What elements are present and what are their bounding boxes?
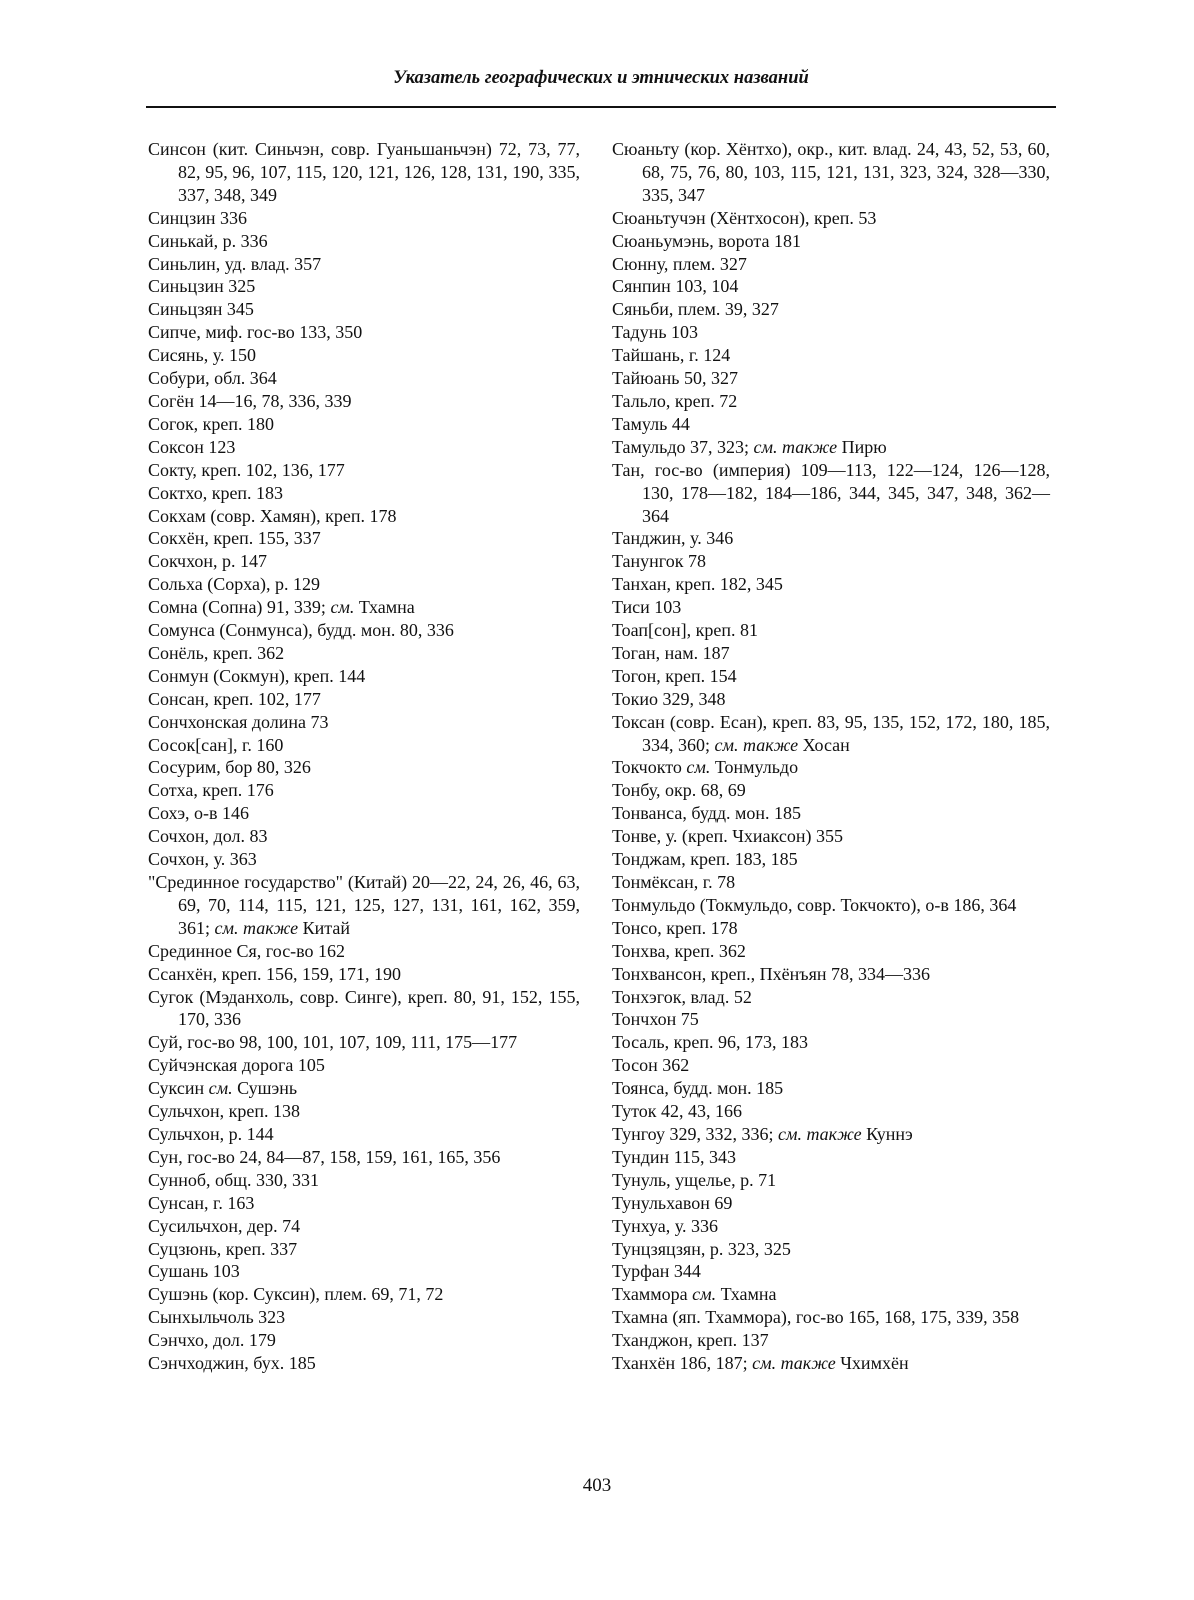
- index-entry: [612, 779, 1050, 802]
- index-entry: [612, 413, 1050, 436]
- entry-text: Сочхон, дол. 83: [148, 826, 268, 847]
- entry-text: Тан, гос-во (империя) 109—113, 122—124, 126—128, 130, 178—182, 184—186, 344, 345, 347, 348, 362—364: [612, 459, 1050, 526]
- entry-text: Тоган, нам. 187: [612, 642, 730, 663]
- entry-text: Согён 14—16, 78, 336, 339: [148, 390, 352, 411]
- index-entry: [612, 619, 1050, 642]
- entry-text: Сюнну, плем. 327: [612, 253, 747, 274]
- entry-text: Тайшань, г. 124: [612, 345, 731, 366]
- index-entry: [612, 459, 1050, 528]
- entry-text: Тонхвансон, креп., Пхёнъян 78, 334—336: [612, 963, 930, 984]
- entry-text: Тунуль, ущелье, р. 71: [612, 1169, 777, 1190]
- entry-text: Танунгок 78: [612, 551, 706, 572]
- index-entry: [148, 596, 580, 619]
- index-entry: [148, 871, 580, 940]
- entry-text: Тосон 362: [612, 1055, 690, 1076]
- running-title: Указатель географических и этнических названий: [393, 68, 809, 88]
- entry-text: Танхан, креп. 182, 345: [612, 574, 783, 595]
- entry-text: Тиси 103: [612, 597, 682, 618]
- entry-text: Собури, обл. 364: [148, 368, 277, 389]
- index-entry: [612, 917, 1050, 940]
- index-entry: [148, 413, 580, 436]
- entry-text: Сосок[сан], г. 160: [148, 734, 284, 755]
- cross-reference-target: Тхамна: [354, 597, 415, 618]
- index-entry: [148, 1031, 580, 1054]
- index-entry: [612, 986, 1050, 1009]
- index-entry: [148, 1077, 580, 1100]
- entry-text: Токио 329, 348: [612, 688, 726, 709]
- entry-text: Тоянса, будд. мон. 185: [612, 1078, 784, 1099]
- entry-text: Синькай, р. 336: [148, 230, 268, 251]
- entry-text: Токсан (совр. Есан), креп. 83, 95, 135, 152, 172, 180, 185, 334, 360;: [612, 711, 1050, 755]
- index-entry: [612, 344, 1050, 367]
- entry-text: Сянпин 103, 104: [612, 276, 739, 297]
- index-entry: [148, 1260, 580, 1283]
- entry-text: Тадунь 103: [612, 322, 699, 343]
- entry-text: "Срединное государство" (Китай) 20—22, 24, 26, 46, 63, 69, 70, 114, 115, 121, 125, 127, 131, 161, 162, 359, 361;: [148, 872, 580, 938]
- index-entry: [148, 963, 580, 986]
- entry-text: Тальло, креп. 72: [612, 390, 738, 411]
- entry-text: Сотха, креп. 176: [148, 780, 274, 801]
- index-entry: [612, 802, 1050, 825]
- entry-text: Тонхва, креп. 362: [612, 940, 746, 961]
- entry-text: Синцзин 336: [148, 207, 247, 228]
- index-column-left: [148, 138, 580, 1375]
- index-entry: [148, 848, 580, 871]
- index-entry: [148, 1215, 580, 1238]
- entry-text: Сокхам (совр. Хамян), креп. 178: [148, 505, 397, 526]
- index-entry: [148, 756, 580, 779]
- entry-text: Сэнчходжин, бух. 185: [148, 1353, 316, 1374]
- entry-text: Тонве, у. (креп. Чхиаксон) 355: [612, 826, 843, 847]
- entry-text: Сяньби, плем. 39, 327: [612, 299, 779, 320]
- entry-text: Сипче, миф. гос-во 133, 350: [148, 322, 363, 343]
- entry-text: Сюаньтучэн (Хёнтхосон), креп. 53: [612, 207, 877, 228]
- index-entry: [612, 1100, 1050, 1123]
- index-entry: [148, 1352, 580, 1375]
- entry-text: Тамульдо 37, 323;: [612, 436, 754, 457]
- entry-text: Сонсан, креп. 102, 177: [148, 688, 321, 709]
- index-entry: [148, 1123, 580, 1146]
- entry-text: Тонсо, креп. 178: [612, 917, 738, 938]
- cross-reference-marker: см. также: [714, 734, 799, 755]
- entry-text: Сокту, креп. 102, 136, 177: [148, 459, 345, 480]
- entry-text: Сульчхон, р. 144: [148, 1123, 274, 1144]
- index-entry: [612, 1077, 1050, 1100]
- entry-text: Турфан 344: [612, 1261, 701, 1282]
- index-entry: [148, 253, 580, 276]
- cross-reference-marker: см.: [686, 757, 711, 778]
- index-column-right: [612, 138, 1050, 1375]
- index-entry: [148, 986, 580, 1032]
- entry-text: Сунноб, общ. 330, 331: [148, 1169, 319, 1190]
- entry-text: Сохэ, о-в 146: [148, 803, 250, 824]
- index-entry: [148, 321, 580, 344]
- cross-reference-target: Чхимхён: [835, 1353, 909, 1374]
- index-entry: [612, 756, 1050, 779]
- index-entry: [148, 711, 580, 734]
- entry-text: Тунгоу 329, 332, 336;: [612, 1123, 778, 1144]
- index-entry: [612, 321, 1050, 344]
- index-entry: [612, 963, 1050, 986]
- index-entry: [612, 275, 1050, 298]
- header-rule: [146, 106, 1056, 108]
- index-entry: [612, 688, 1050, 711]
- index-entry: [148, 550, 580, 573]
- entry-text: Сюаньумэнь, ворота 181: [612, 230, 801, 251]
- entry-text: Сун, гос-во 24, 84—87, 158, 159, 161, 165, 356: [148, 1146, 501, 1167]
- index-entry: [612, 138, 1050, 207]
- index-entry: [148, 367, 580, 390]
- entry-text: Суй, гос-во 98, 100, 101, 107, 109, 111, 175—177: [148, 1032, 518, 1053]
- entry-text: Тунхуа, у. 336: [612, 1215, 718, 1236]
- entry-text: Сольха (Сорха), р. 129: [148, 574, 320, 595]
- index-entry: [148, 1192, 580, 1215]
- index-entry: [148, 1100, 580, 1123]
- entry-text: Сюаньту (кор. Хёнтхо), окр., кит. влад. 24, 43, 52, 53, 60, 68, 75, 76, 80, 103, 115, 121, 131, 323, 324, 328—330, 335, 347: [612, 139, 1050, 205]
- index-entry: [612, 207, 1050, 230]
- index-entry: [148, 390, 580, 413]
- entry-text: Сушэнь (кор. Суксин), плем. 69, 71, 72: [148, 1284, 444, 1305]
- index-entry: [612, 825, 1050, 848]
- index-entry: [148, 1238, 580, 1261]
- index-entry: [148, 482, 580, 505]
- entry-text: Тунульхавон 69: [612, 1192, 733, 1213]
- index-entry: [612, 1123, 1050, 1146]
- cross-reference-marker: см.: [692, 1284, 717, 1305]
- entry-text: Срединное Ся, гос-во 162: [148, 940, 346, 961]
- index-entry: [612, 596, 1050, 619]
- index-entry: [148, 505, 580, 528]
- entry-text: Сисянь, у. 150: [148, 345, 256, 366]
- entry-text: Сокхён, креп. 155, 337: [148, 528, 321, 549]
- index-entry: [148, 344, 580, 367]
- entry-text: Соксон 123: [148, 436, 236, 457]
- index-entry: [148, 688, 580, 711]
- entry-text: Суксин: [148, 1078, 209, 1099]
- index-entry: [612, 1215, 1050, 1238]
- page-number: 403: [582, 1475, 612, 1496]
- entry-text: Тонджам, креп. 183, 185: [612, 849, 798, 870]
- entry-text: Сульчхон, креп. 138: [148, 1101, 300, 1122]
- entry-text: Синьлин, уд. влад. 357: [148, 253, 322, 274]
- index-entry: [148, 779, 580, 802]
- index-entry: [612, 1329, 1050, 1352]
- entry-text: Сынхыльчоль 323: [148, 1307, 286, 1328]
- entry-text: Сочхон, у. 363: [148, 849, 257, 870]
- index-entry: [612, 1054, 1050, 1077]
- index-entry: [612, 1352, 1050, 1375]
- entry-text: Тханхён 186, 187;: [612, 1353, 753, 1374]
- entry-text: Сунсан, г. 163: [148, 1192, 255, 1213]
- cross-reference-marker: см. также: [777, 1123, 862, 1144]
- entry-text: Синьцзин 325: [148, 276, 256, 297]
- entry-text: Синсон (кит. Синьчэн, совр. Гуаньшаньчэн) 72, 73, 77, 82, 95, 96, 107, 115, 120, 121, 126, 128, 131, 190, 335, 337, 348, 349: [148, 139, 580, 205]
- index-entry: [612, 298, 1050, 321]
- entry-text: Тоап[сон], креп. 81: [612, 620, 759, 641]
- index-entry: [612, 1260, 1050, 1283]
- cross-reference-target: Тхамна: [716, 1284, 777, 1305]
- cross-reference-marker: см. также: [214, 917, 299, 938]
- index-entry: [612, 1192, 1050, 1215]
- cross-reference-target: Хосан: [798, 734, 850, 755]
- entry-text: Сонмун (Сокмун), креп. 144: [148, 665, 366, 686]
- index-entry: [612, 230, 1050, 253]
- index-entry: [612, 1169, 1050, 1192]
- index-entry: [148, 665, 580, 688]
- index-entry: [148, 642, 580, 665]
- entry-text: Ссанхён, креп. 156, 159, 171, 190: [148, 963, 402, 984]
- index-entry: [612, 390, 1050, 413]
- index-entry: [612, 550, 1050, 573]
- index-entry: [612, 1008, 1050, 1031]
- entry-text: Сэнчхо, дол. 179: [148, 1330, 276, 1351]
- entry-text: Сусильчхон, дер. 74: [148, 1215, 301, 1236]
- index-entry: [612, 436, 1050, 459]
- entry-text: Тонхэгок, влад. 52: [612, 986, 752, 1007]
- index-entry: [612, 253, 1050, 276]
- entry-text: Сосурим, бор 80, 326: [148, 757, 311, 778]
- entry-text: Синьцзян 345: [148, 299, 254, 320]
- index-entry: [612, 642, 1050, 665]
- index-entry: [612, 527, 1050, 550]
- cross-reference-target: Китай: [298, 917, 350, 938]
- cross-reference-marker: см. также: [752, 1353, 836, 1374]
- entry-text: Тхаммора: [612, 1284, 693, 1305]
- cross-reference-marker: см.: [208, 1078, 233, 1099]
- cross-reference-marker: см. также: [753, 436, 838, 457]
- index-entry: [612, 871, 1050, 894]
- entry-text: Тунцзяцзян, р. 323, 325: [612, 1238, 791, 1259]
- index-entry: [612, 1283, 1050, 1306]
- index-entry: [148, 1283, 580, 1306]
- cross-reference-target: Тонмульдо: [710, 757, 799, 778]
- index-entry: [148, 527, 580, 550]
- cross-reference-target: Куннэ: [861, 1123, 913, 1144]
- index-entry: [148, 138, 580, 207]
- index-entry: [612, 848, 1050, 871]
- index-entry: [612, 1031, 1050, 1054]
- index-entry: [148, 1054, 580, 1077]
- index-entry: [148, 275, 580, 298]
- index-entry: [148, 734, 580, 757]
- index-entry: [148, 1329, 580, 1352]
- entry-text: Тхамна (яп. Тхаммора), гос-во 165, 168, 175, 339, 358: [612, 1307, 1020, 1328]
- index-entry: [148, 802, 580, 825]
- index-entry: [148, 1146, 580, 1169]
- cross-reference-marker: см.: [330, 597, 355, 618]
- index-entry: [612, 711, 1050, 757]
- index-entry: [148, 619, 580, 642]
- entry-text: Тосаль, креп. 96, 173, 183: [612, 1032, 809, 1053]
- entry-text: Тамуль 44: [612, 413, 690, 434]
- index-entry: [148, 436, 580, 459]
- entry-text: Сокчхон, р. 147: [148, 551, 268, 572]
- index-entry: [148, 940, 580, 963]
- index-entry: [148, 298, 580, 321]
- entry-text: Тундин 115, 343: [612, 1146, 736, 1167]
- index-entry: [612, 894, 1050, 917]
- entry-text: Туток 42, 43, 166: [612, 1101, 742, 1122]
- index-entry: [148, 1169, 580, 1192]
- index-entry: [148, 230, 580, 253]
- index-entry: [148, 1306, 580, 1329]
- entry-text: Сомна (Сопна) 91, 339;: [148, 597, 331, 618]
- entry-text: Сончхонская долина 73: [148, 711, 329, 732]
- entry-text: Согок, креп. 180: [148, 413, 275, 434]
- index-entry: [612, 1306, 1050, 1329]
- entry-text: Тханджон, креп. 137: [612, 1330, 769, 1351]
- entry-text: Соктхо, креп. 183: [148, 482, 284, 503]
- entry-text: Тончхон 75: [612, 1009, 699, 1030]
- index-entry: [612, 1146, 1050, 1169]
- index-entry: [148, 459, 580, 482]
- entry-text: Суцзюнь, креп. 337: [148, 1238, 298, 1259]
- entry-text: Сугок (Мэданхоль, совр. Синге), креп. 80, 91, 152, 155, 170, 336: [148, 986, 580, 1030]
- entry-text: Тонмульдо (Токмульдо, совр. Токчокто), о-в 186, 364: [612, 894, 1017, 915]
- entry-text: Тонванса, будд. мон. 185: [612, 803, 802, 824]
- index-entry: [612, 1238, 1050, 1261]
- entry-text: Суйчэнская дорога 105: [148, 1055, 325, 1076]
- index-entry: [612, 367, 1050, 390]
- entry-text: Тонмёксан, г. 78: [612, 872, 736, 892]
- index-entry: [612, 665, 1050, 688]
- entry-text: Тогон, креп. 154: [612, 665, 737, 686]
- index-entry: [148, 573, 580, 596]
- cross-reference-target: Пирю: [837, 436, 887, 457]
- entry-text: Сушань 103: [148, 1261, 240, 1282]
- entry-text: Токчокто: [612, 757, 687, 778]
- index-entry: [148, 825, 580, 848]
- entry-text: Сомунса (Сонмунса), будд. мон. 80, 336: [148, 620, 454, 641]
- index-entry: [612, 940, 1050, 963]
- index-entry: [612, 573, 1050, 596]
- index-entry: [148, 207, 580, 230]
- entry-text: Тайюань 50, 327: [612, 368, 738, 389]
- entry-text: Тонбу, окр. 68, 69: [612, 780, 746, 801]
- entry-text: Сонёль, креп. 362: [148, 642, 285, 663]
- cross-reference-target: Сушэнь: [232, 1078, 298, 1099]
- entry-text: Танджин, у. 346: [612, 528, 734, 549]
